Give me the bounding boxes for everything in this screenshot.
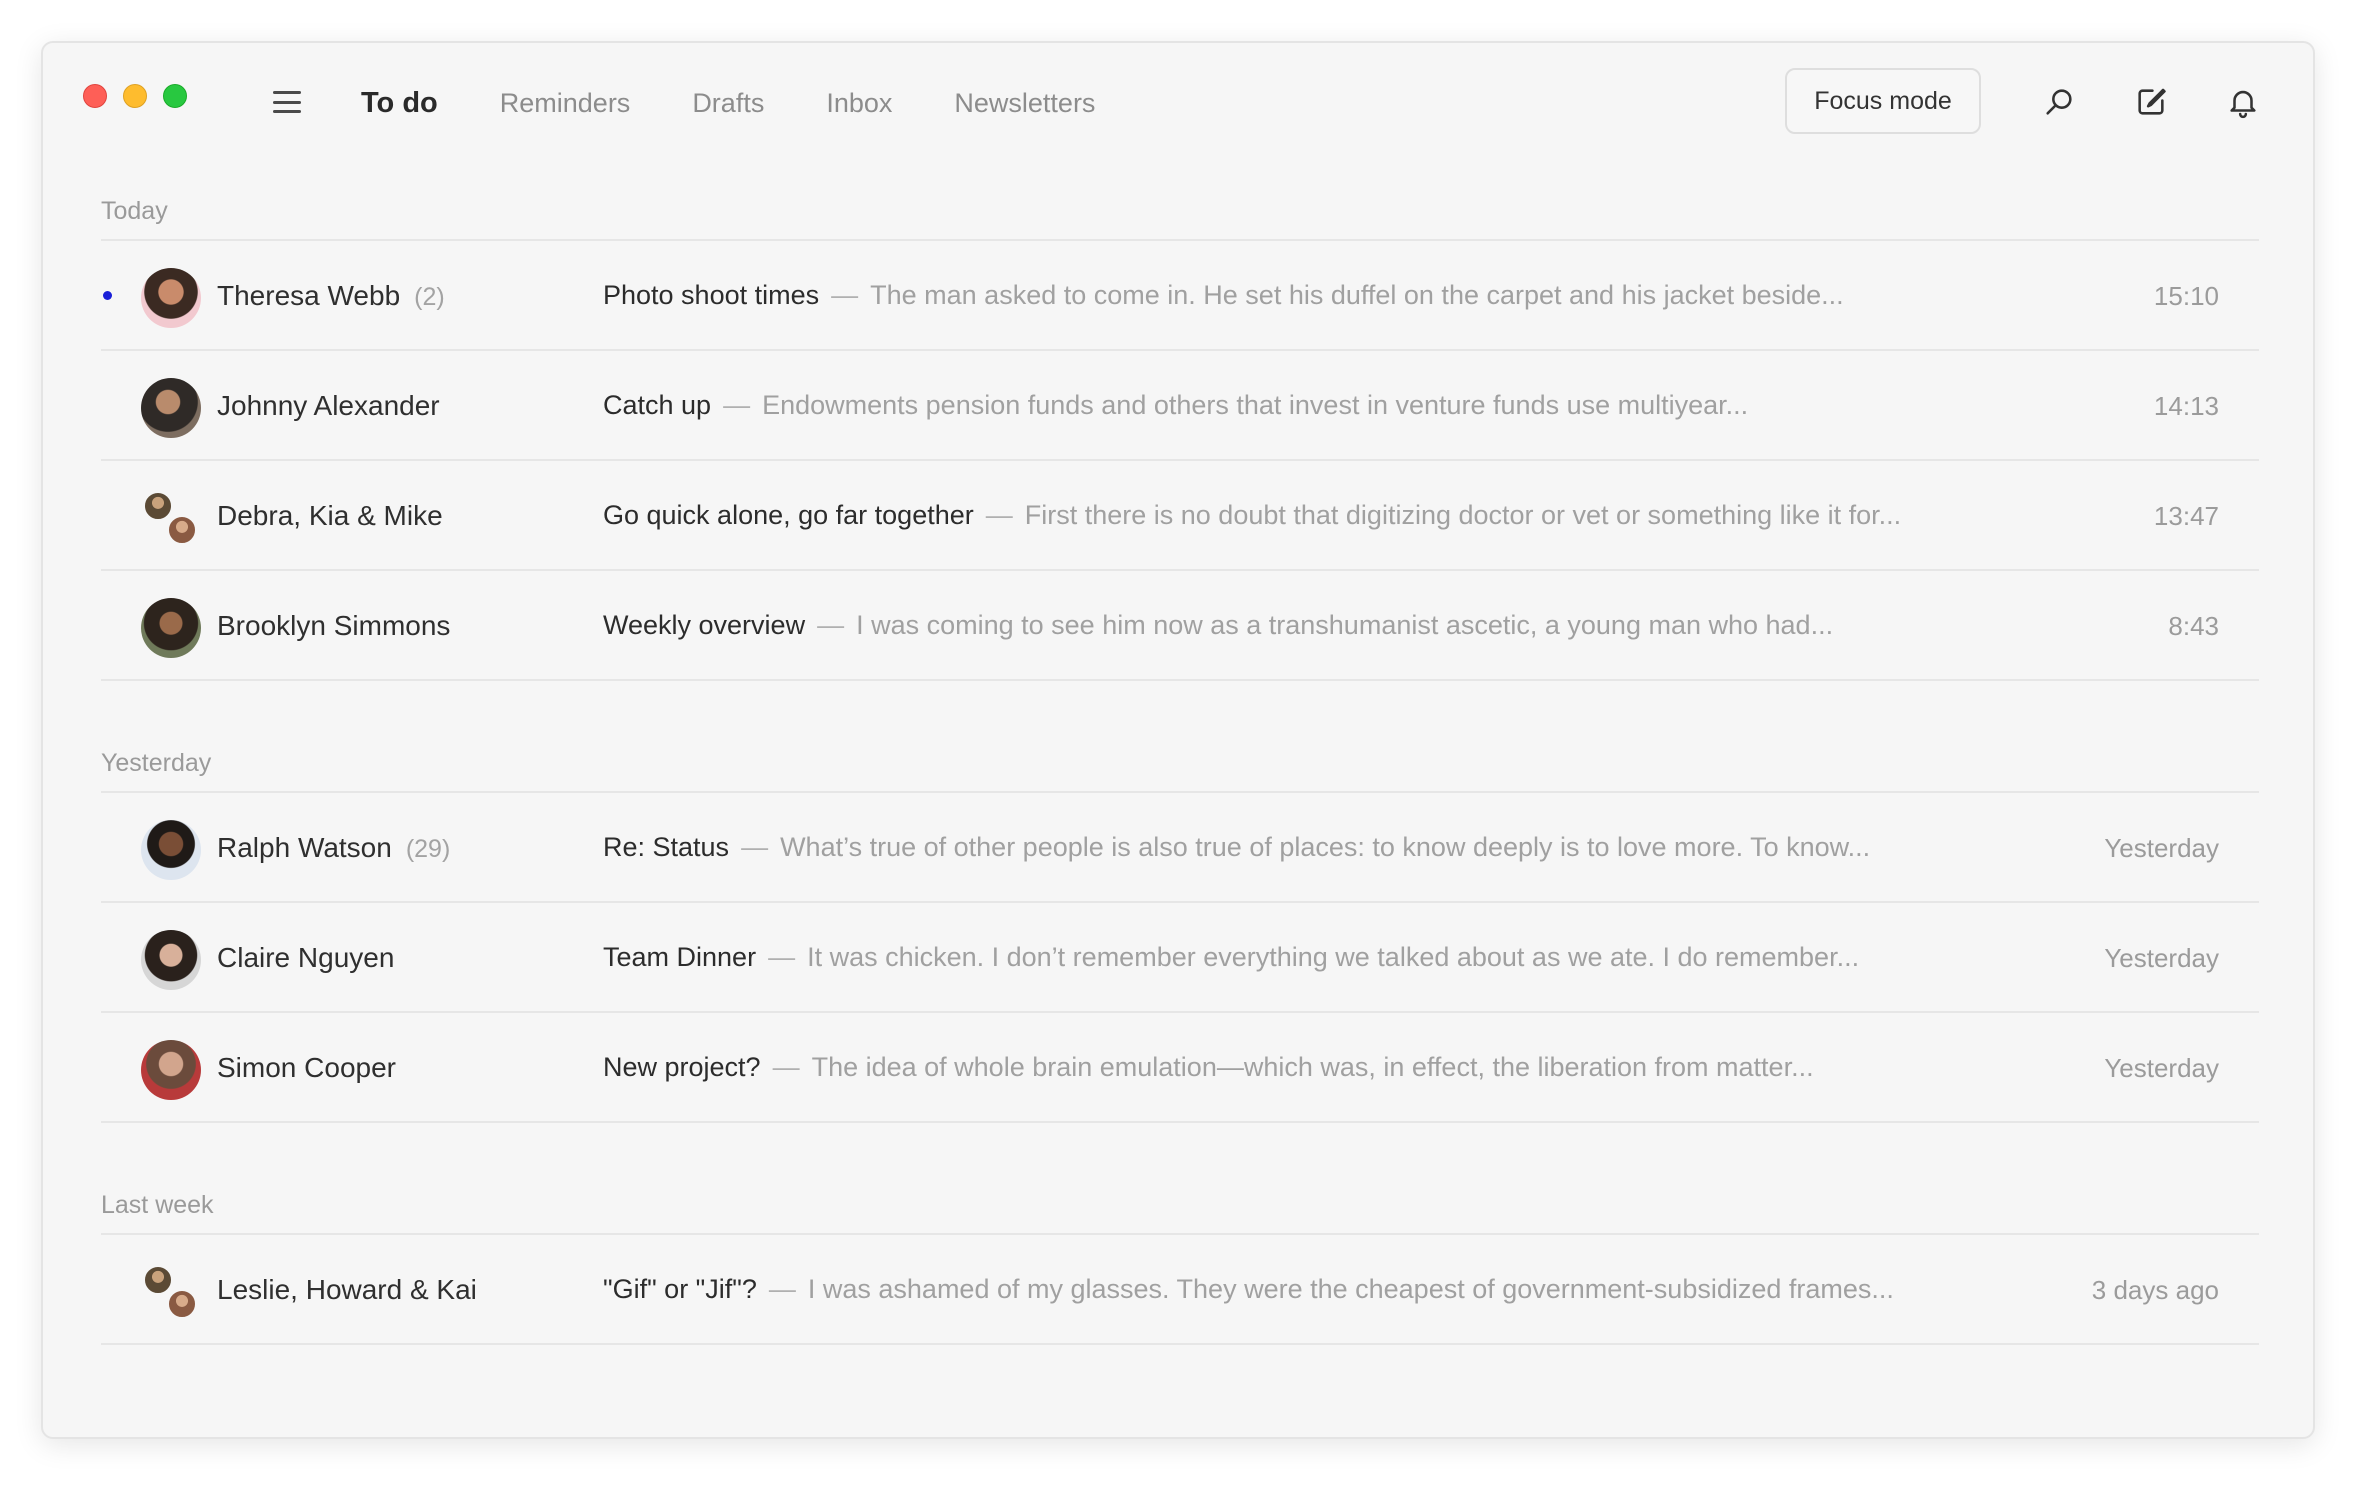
message-subject: Catch up — [603, 390, 712, 420]
avatar — [141, 268, 201, 328]
message-subject: Weekly overview — [603, 610, 806, 640]
message-time: Yesterday — [2104, 833, 2219, 863]
message-preview: The idea of whole brain emulation—which was, in effect, the liberation from matter... — [811, 1052, 1814, 1082]
sender-name — [217, 1051, 396, 1085]
message-time: Yesterday — [2104, 943, 2219, 973]
separator-dash: — — [817, 610, 845, 640]
message-row[interactable] — [101, 903, 2259, 1013]
message-time: 3 days ago — [2091, 1275, 2219, 1305]
sender-label: Simon Cooper — [217, 1052, 396, 1083]
sender-name — [217, 609, 450, 643]
tab-bar — [361, 81, 1157, 125]
message-subject: Photo shoot times — [603, 280, 820, 310]
sender-label: Johnny Alexander — [217, 390, 440, 421]
separator-dash: — — [723, 390, 751, 420]
message-preview: What’s true of other people is also true of places: to know deeply is to love more. To know... — [780, 832, 1871, 862]
avatar — [141, 378, 201, 438]
sender-label: Claire Nguyen — [217, 942, 395, 973]
message-preview: First there is no doubt that digitizing doctor or vet or something like it for... — [1024, 500, 1902, 530]
message-preview: Endowments pension funds and others that invest in venture funds use multiyear... — [762, 390, 1749, 420]
message-summary — [603, 278, 1844, 312]
section-label: Last week — [101, 1191, 214, 1219]
hamburger-menu-icon[interactable] — [269, 87, 305, 117]
tab-inbox[interactable]: Inbox — [826, 88, 893, 118]
sender-name — [217, 831, 450, 866]
section-label: Today — [101, 197, 168, 225]
message-row[interactable] — [101, 793, 2259, 903]
tab-drafts[interactable]: Drafts — [692, 88, 765, 118]
message-subject: New project? — [603, 1052, 761, 1082]
app-window — [41, 41, 2315, 1439]
avatar — [141, 930, 201, 990]
message-row[interactable] — [101, 351, 2259, 461]
message-summary — [603, 1050, 1814, 1084]
message-time: 15:10 — [2153, 281, 2219, 311]
avatar — [167, 515, 197, 545]
sender-name — [217, 499, 443, 533]
focus-mode-button[interactable]: Focus mode — [1785, 68, 1981, 134]
tab-reminders[interactable]: Reminders — [499, 88, 631, 118]
sender-name — [217, 941, 394, 975]
section-rows — [101, 1233, 2259, 1345]
message-row[interactable] — [101, 1235, 2259, 1345]
avatar — [143, 1265, 173, 1295]
tab-newsletters[interactable]: Newsletters — [954, 88, 1096, 118]
avatar — [141, 820, 201, 880]
minimize-window-button[interactable] — [123, 84, 147, 108]
close-window-button[interactable] — [83, 84, 107, 108]
message-summary — [603, 940, 1859, 974]
message-time: 13:47 — [2153, 501, 2219, 531]
unread-dot — [103, 291, 112, 300]
sender-name — [217, 1273, 477, 1307]
avatar — [143, 491, 173, 521]
thread-count: (2) — [414, 283, 445, 311]
separator-dash: — — [768, 1274, 796, 1304]
group-avatar — [143, 1265, 203, 1325]
compose-icon[interactable] — [2128, 79, 2174, 125]
message-summary — [603, 388, 1748, 422]
message-row[interactable] — [101, 1013, 2259, 1123]
separator-dash: — — [741, 832, 769, 862]
avatar — [141, 1040, 201, 1100]
message-preview: I was ashamed of my glasses. They were the cheapest of government-subsidized frames... — [807, 1274, 1894, 1304]
avatar — [167, 1289, 197, 1319]
message-summary — [603, 1272, 1894, 1306]
toolbar — [43, 43, 2313, 183]
bell-icon[interactable] — [2220, 79, 2266, 125]
message-time: Yesterday — [2104, 1053, 2219, 1083]
sender-label: Ralph Watson — [217, 832, 392, 863]
message-summary — [603, 830, 1870, 864]
message-subject: "Gif" or "Jif"? — [603, 1274, 757, 1304]
thread-count: (29) — [405, 835, 451, 863]
message-list — [101, 183, 2259, 1345]
message-subject: Team Dinner — [603, 942, 757, 972]
sender-label: Debra, Kia & Mike — [217, 500, 443, 531]
separator-dash: — — [985, 500, 1013, 530]
sender-name — [217, 279, 445, 314]
sender-label: Leslie, Howard & Kai — [217, 1274, 477, 1305]
message-subject: Go quick alone, go far together — [603, 500, 974, 530]
message-time: 8:43 — [2168, 611, 2219, 641]
separator-dash: — — [768, 942, 796, 972]
window-controls — [83, 84, 187, 108]
section-label: Yesterday — [101, 749, 212, 777]
separator-dash: — — [772, 1052, 800, 1082]
group-avatar — [143, 491, 203, 551]
message-row[interactable] — [101, 461, 2259, 571]
message-preview: I was coming to see him now as a transhumanist ascetic, a young man who had... — [856, 610, 1834, 640]
message-time: 14:13 — [2153, 391, 2219, 421]
message-row[interactable] — [101, 241, 2259, 351]
zoom-window-button[interactable] — [163, 84, 187, 108]
message-preview: The man asked to come in. He set his duffel on the carpet and his jacket beside... — [870, 280, 1844, 310]
message-row[interactable] — [101, 571, 2259, 681]
avatar — [141, 598, 201, 658]
separator-dash: — — [831, 280, 859, 310]
sender-name — [217, 389, 440, 423]
message-preview: It was chicken. I don’t remember everything we talked about as we ate. I do remember... — [807, 942, 1860, 972]
section-rows — [101, 791, 2259, 1123]
message-summary — [603, 608, 1833, 642]
section-rows — [101, 239, 2259, 681]
message-subject: Re: Status — [603, 832, 730, 862]
sender-label: Theresa Webb — [217, 280, 401, 311]
tab-to-do[interactable]: To do — [361, 87, 438, 119]
sender-label: Brooklyn Simmons — [217, 610, 451, 641]
search-icon[interactable] — [2036, 79, 2082, 125]
message-summary — [603, 498, 1901, 532]
